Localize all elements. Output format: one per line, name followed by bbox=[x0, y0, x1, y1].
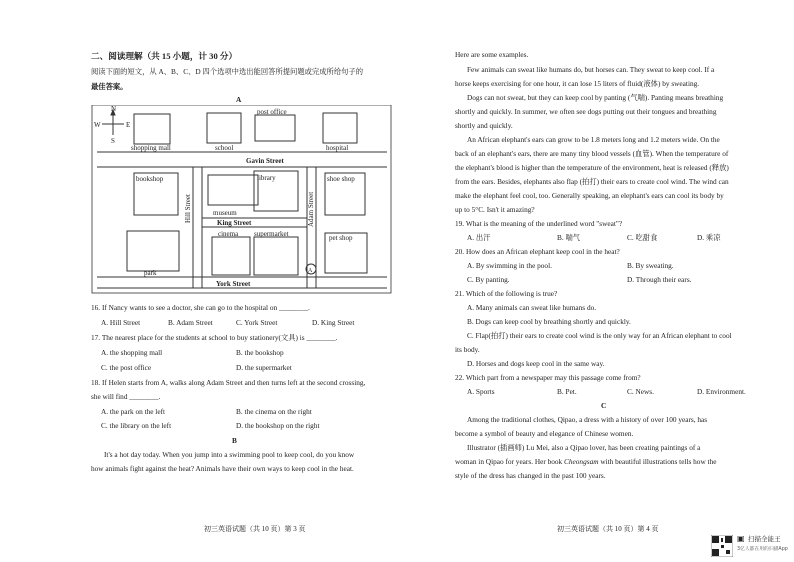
q20-option-c[interactable]: C. By panting. bbox=[467, 275, 510, 284]
watermark-logo-icon: ▣ bbox=[737, 534, 745, 543]
q18-option-c[interactable]: C. the library on the left bbox=[101, 421, 172, 430]
passage-b-line-1: It's a hot day today. When you jump into a swimming pool to keep cool, do you know bbox=[104, 450, 355, 459]
q19-option-a[interactable]: A. 出汗 bbox=[467, 233, 491, 242]
p2-line-3: shortly and quickly. bbox=[455, 121, 513, 130]
compass-n: N bbox=[111, 105, 117, 113]
label-adam-street: Adam Street bbox=[307, 191, 315, 227]
q21-option-a[interactable]: A. Many animals can sweat like humans do. bbox=[467, 303, 597, 312]
p3-line-6: up to 5°C. Isn't it amazing? bbox=[455, 205, 535, 214]
label-york-street: York Street bbox=[216, 280, 251, 288]
p3-line-3: the elephant's blood is higher than the temperature of the environment, heat is released (释放) bbox=[455, 163, 729, 172]
q18-option-b[interactable]: B. the cinema on the right bbox=[236, 407, 312, 416]
label-shoe-shop: shoe shop bbox=[327, 175, 355, 183]
page-footer-left: 初三英语试题（共 10 页）第 3 页 bbox=[204, 525, 306, 533]
q20-stem: 20. How does an African elephant keep cool in the heat? bbox=[455, 247, 620, 256]
q17-option-d[interactable]: D. the supermarket bbox=[236, 363, 292, 372]
section-title: 二、阅读理解（共 15 小题，计 30 分） bbox=[91, 51, 238, 61]
label-post-office: post office bbox=[257, 108, 287, 116]
q21-option-d[interactable]: D. Horses and dogs keep cool in the same way. bbox=[467, 359, 605, 368]
museum-building bbox=[208, 175, 258, 205]
q19-stem: 19. What is the meaning of the underlined word "sweat"? bbox=[455, 219, 623, 228]
label-gavin-street: Gavin Street bbox=[246, 157, 284, 165]
shopping-mall-building bbox=[134, 114, 170, 144]
q21-option-b[interactable]: B. Dogs can keep cool by breathing shortly and quickly. bbox=[467, 317, 631, 326]
supermarket-building bbox=[254, 237, 298, 275]
label-bookshop: bookshop bbox=[136, 175, 164, 183]
passage-c-label: C bbox=[601, 401, 607, 410]
label-hill-street: Hill Street bbox=[184, 194, 192, 223]
q22-option-c[interactable]: C. News. bbox=[627, 387, 654, 396]
qr-code-icon bbox=[711, 535, 733, 557]
q20-option-a[interactable]: A. By swimming in the pool. bbox=[467, 261, 552, 270]
q20-option-b[interactable]: B. By sweating. bbox=[627, 261, 674, 270]
q20-option-d[interactable]: D. Through their ears. bbox=[627, 275, 692, 284]
label-cinema: cinema bbox=[218, 230, 239, 238]
intro-line: Here are some examples. bbox=[455, 50, 529, 59]
q18-stem-1: 18. If Helen starts from A, walks along Adam Street and then turns left at the second crossing, bbox=[91, 378, 366, 387]
label-park: park bbox=[144, 269, 157, 277]
label-supermarket: supermarket bbox=[254, 230, 289, 238]
right-page bbox=[397, 0, 794, 562]
label-library: library bbox=[257, 174, 276, 182]
q18-option-a[interactable]: A. the park on the left bbox=[101, 407, 166, 416]
q16-option-d[interactable]: D. King Street bbox=[312, 318, 355, 327]
watermark-subtitle: 3亿人都在用的扫描App bbox=[737, 547, 788, 552]
p3-line-2: back of an elephant's ears, there are many tiny blood vessels (血管). When the temperature of bbox=[455, 149, 729, 158]
q18-option-d[interactable]: D. the bookshop on the right bbox=[236, 421, 320, 430]
passage-a-label: A bbox=[236, 95, 242, 104]
hospital-building bbox=[323, 113, 357, 143]
q22-option-d[interactable]: D. Environment. bbox=[697, 387, 746, 396]
c2-line-1: Illustrator (插画师) Lu Mei, also a Qipao lover, has been creating paintings of a bbox=[467, 443, 701, 452]
q19-option-c[interactable]: C. 吃甜食 bbox=[627, 233, 658, 242]
p3-line-4: from the ears. Besides, elephants also flap (拍打) their ears to create cool wind. The wind can bbox=[455, 177, 729, 186]
p3-line-1: An African elephant's ears can grow to be 1.8 meters long and 1.2 meters wide. On the bbox=[467, 135, 720, 144]
q16-stem: 16. If Nancy wants to see a doctor, she can go to the hospital on ________. bbox=[91, 303, 310, 312]
label-museum: museum bbox=[213, 209, 237, 217]
compass-e: E bbox=[126, 121, 131, 129]
page-footer-right: 初三英语试题（共 10 页）第 4 页 bbox=[557, 525, 659, 533]
q22-option-a[interactable]: A. Sports bbox=[467, 387, 495, 396]
compass-s: S bbox=[111, 137, 115, 145]
compass-w: W bbox=[94, 121, 101, 129]
q22-option-b[interactable]: B. Pet. bbox=[557, 387, 577, 396]
c1-line-2: become a symbol of beauty and elegance of Chinese women. bbox=[455, 429, 634, 438]
label-shopping-mall: shopping mall bbox=[131, 144, 171, 152]
q21-option-c-line-2: its body. bbox=[455, 345, 480, 354]
book-title: Cheongsam bbox=[564, 457, 599, 466]
passage-b-line-2: how animals fight against the heat? Animals have their own ways to keep cool in the heat. bbox=[91, 464, 354, 473]
q16-option-c[interactable]: C. York Street bbox=[236, 318, 278, 327]
cinema-building bbox=[212, 237, 250, 275]
q16-option-a[interactable]: A. Hill Street bbox=[101, 318, 141, 327]
p2-line-1: Dogs can not sweat, but they can keep cool by panting (气喘). Panting means breathing bbox=[467, 93, 724, 102]
q17-option-c[interactable]: C. the post office bbox=[101, 363, 152, 372]
q18-stem-2: she will find ________. bbox=[91, 392, 161, 401]
instruction-line-1: 阅读下面的短文，从 A、B、C、D 四个选项中选出能回答所提问题或完成所给句子的 bbox=[91, 67, 364, 76]
q21-stem: 21. Which of the following is true? bbox=[455, 289, 558, 298]
q17-option-a[interactable]: A. the shopping mall bbox=[101, 348, 163, 357]
label-king-street: King Street bbox=[217, 219, 252, 227]
instruction-line-2: 最佳答案。 bbox=[91, 82, 128, 91]
c2-line-2 bbox=[455, 457, 716, 466]
q16-option-b[interactable]: B. Adam Street bbox=[168, 318, 213, 327]
street-map bbox=[91, 105, 392, 295]
q17-option-b[interactable]: B. the bookshop bbox=[236, 348, 284, 357]
compass-icon bbox=[102, 110, 124, 135]
passage-b-label: B bbox=[232, 436, 237, 445]
c2-line-3: style of the dress has changed in the past 100 years. bbox=[455, 471, 606, 480]
watermark-title: 扫描全能王 bbox=[748, 535, 781, 543]
c1-line-1: Among the traditional clothes, Qipao, a dress with a history of over 100 years, has bbox=[467, 415, 708, 424]
post-office-building bbox=[255, 115, 295, 141]
q19-option-b[interactable]: B. 喘气 bbox=[557, 233, 581, 242]
label-pet-shop: pet shop bbox=[329, 234, 353, 242]
label-school: school bbox=[215, 144, 234, 152]
label-point-a: A bbox=[308, 268, 313, 274]
q22-stem: 22. Which part from a newspaper may this passage come from? bbox=[455, 373, 641, 382]
label-hospital: hospital bbox=[326, 144, 349, 152]
c2-line-2-start: woman in Qipao for years. Her book bbox=[455, 457, 565, 466]
q17-stem: 17. The nearest place for the students at school to buy stationery(文具) is ________. bbox=[91, 333, 338, 342]
q21-option-c-line-1[interactable]: C. Flap(拍打) their ears to create cool wind is the only way for an African elephant to cool bbox=[467, 331, 732, 340]
p1-line-1: Few animals can sweat like humans do, but horses can. They sweat to keep cool. If a bbox=[467, 65, 715, 74]
park-building bbox=[127, 231, 179, 271]
q19-option-d[interactable]: D. 乘凉 bbox=[697, 233, 721, 242]
school-building bbox=[207, 113, 241, 143]
c2-line-2-end: with beautiful illustrations tells how the bbox=[598, 457, 717, 466]
p3-line-5: make the elephant feel cool, too. Generally speaking, an elephant's ears can cool its body by bbox=[455, 191, 724, 200]
p2-line-2: shortly and quickly. In summer, we often see dogs putting out their tongues and breathing bbox=[455, 107, 717, 116]
p1-line-2: horse keeps exercising for one hour, it can lose 15 liters of fluid(液体) by sweating. bbox=[455, 79, 700, 88]
